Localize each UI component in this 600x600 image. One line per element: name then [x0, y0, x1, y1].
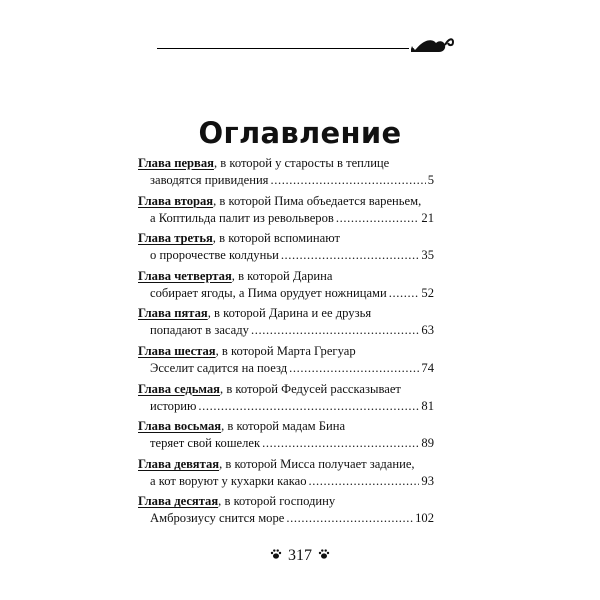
chapter-description: , в которой Пима объедается вареньем, [213, 193, 422, 208]
chapter-title: Глава седьмая [138, 381, 221, 396]
chapter-description-cont: Эсселит садится на поезд [150, 360, 288, 375]
chapter-description: , в которой Дарина и ее друзья [207, 306, 372, 321]
chapter-description-cont: заводятся привидения [150, 173, 269, 187]
toc-entry[interactable] [138, 193, 434, 231]
toc-entry[interactable] [138, 230, 434, 268]
leader-dots [281, 247, 420, 264]
chapter-description: , в которой господину [218, 494, 336, 509]
chapter-description-cont: Амброзиусу снится море [150, 511, 285, 526]
leader-dots [198, 398, 419, 415]
chapter-title: Глава девятая [138, 456, 220, 471]
chapter-title: Глава восьмая [138, 419, 222, 434]
toc-entry[interactable] [138, 155, 434, 193]
chapter-description: , в которой Федусей рассказывает [220, 381, 401, 396]
chapter-description-cont: теряет свой кошелек [150, 436, 261, 451]
chapter-description-cont: а Коптильда палит из револьверов [150, 210, 334, 225]
leader-dots [270, 172, 425, 189]
chapter-title: Глава третья [138, 231, 213, 246]
chapter-title: Глава первая [138, 156, 214, 170]
toc-title: Оглавление [198, 116, 402, 150]
chapter-description-cont: историю [150, 398, 197, 413]
chapter-title: Глава четвертая [138, 268, 232, 283]
chapter-description: , в которой вспоминают [212, 231, 340, 246]
page-number: 74 [421, 360, 434, 375]
toc-entry[interactable] [138, 305, 434, 343]
page-footer [0, 547, 600, 565]
chapter-description: , в которой Мисса получает задание, [219, 456, 415, 471]
chapter-description-cont: о пророчестве колдуньи [150, 248, 279, 263]
page-number: 52 [421, 285, 434, 300]
leader-dots [309, 473, 420, 490]
chapter-title: Глава десятая [138, 494, 219, 509]
chapter-description: , в которой мадам Бина [221, 419, 346, 434]
header-rule [157, 48, 409, 49]
toc-entry[interactable] [138, 456, 434, 494]
leader-dots [289, 360, 419, 377]
paw-print-icon [270, 548, 282, 560]
page-number: 5 [427, 173, 434, 187]
toc-entry[interactable] [138, 418, 434, 456]
chapter-title: Глава вторая [138, 193, 214, 208]
toc-entry[interactable] [138, 381, 434, 419]
page-number: 89 [421, 436, 434, 451]
chapter-title: Глава пятая [138, 306, 208, 321]
chapter-description-cont: собирает ягоды, а Пима орудует ножницами [150, 285, 387, 300]
page-number: 21 [421, 210, 434, 225]
page-number-footer: 317 [288, 547, 312, 564]
leader-dots [262, 435, 419, 452]
page-number: 63 [421, 323, 434, 338]
chapter-description-cont: а кот воруют у кухарки какао [150, 473, 307, 488]
page-number: 102 [415, 511, 434, 526]
leader-dots [286, 510, 413, 527]
page-number: 35 [421, 248, 434, 263]
leader-dots [251, 322, 419, 339]
leader-dots [389, 285, 420, 302]
paw-print-icon [318, 548, 330, 560]
chapter-description: , в которой у старосты в теплице [213, 156, 390, 170]
table-of-contents [138, 155, 434, 531]
chapter-description-cont: попадают в засаду [150, 323, 249, 338]
page-number: 81 [421, 398, 434, 413]
sleeping-cat-icon [409, 32, 455, 54]
page-number: 93 [421, 473, 434, 488]
toc-entry[interactable] [138, 268, 434, 306]
leader-dots [336, 210, 420, 227]
chapter-description: , в которой Дарина [231, 268, 333, 283]
toc-entry[interactable] [138, 493, 434, 531]
chapter-title: Глава шестая [138, 343, 216, 358]
toc-entry[interactable] [138, 343, 434, 381]
chapter-description: , в которой Марта Грегуар [215, 343, 356, 358]
